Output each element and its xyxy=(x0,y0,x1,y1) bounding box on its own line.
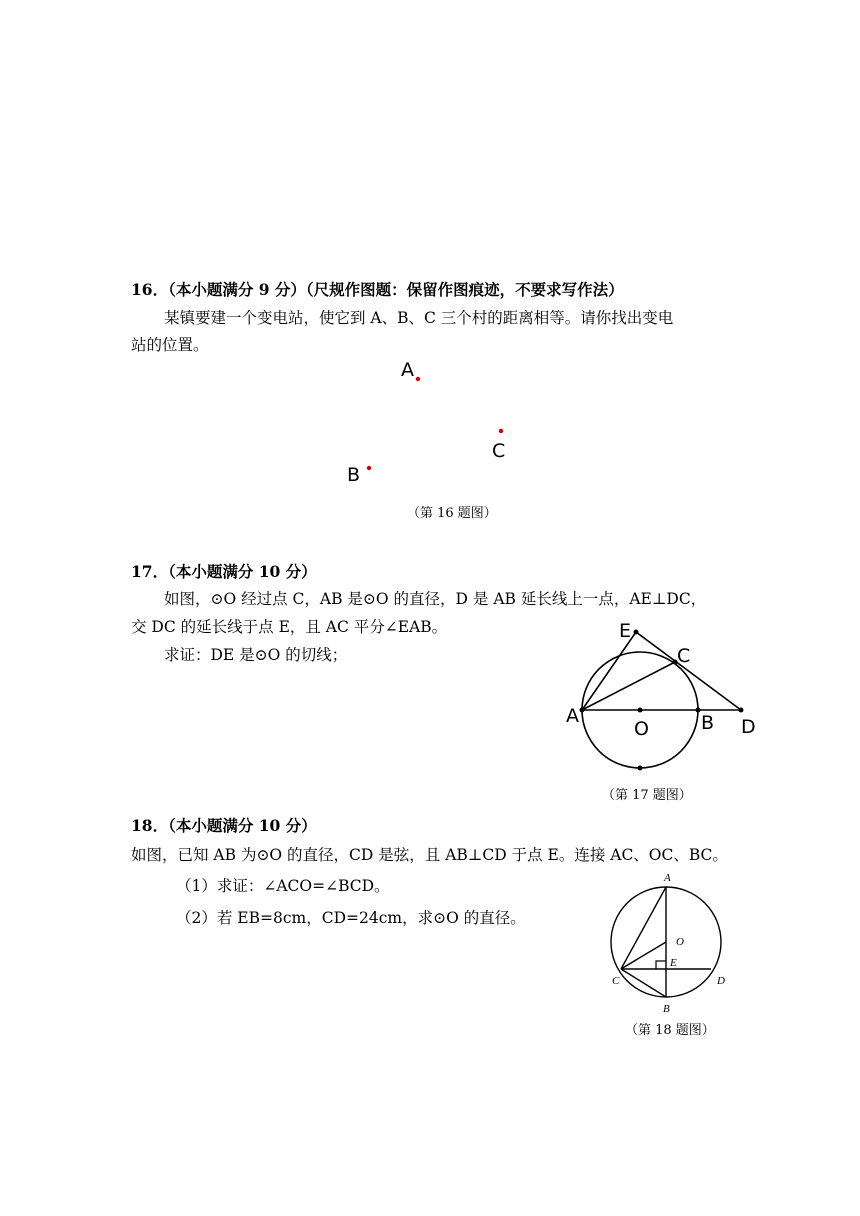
q18-right-angle-mark xyxy=(656,961,666,969)
q17-label-o: O xyxy=(634,718,649,740)
q16-label-b: B xyxy=(347,464,361,486)
q16-heading: 16．（本小题满分 9 分）（尺规作图题：保留作图痕迹，不要求写作法） xyxy=(131,280,624,299)
q16-label-a: A xyxy=(401,359,414,381)
q17-label-e: E xyxy=(619,620,632,642)
q17-label-b: B xyxy=(701,712,715,734)
q17-label-c: C xyxy=(677,645,691,667)
q18-part1: （1）求证：∠ACO=∠BCD。 xyxy=(176,877,390,895)
q17-heading: 17．（本小题满分 10 分） xyxy=(131,562,317,581)
q16-text-line2: 站的位置。 xyxy=(131,336,209,354)
q18-label-a: A xyxy=(664,872,671,884)
q17-text-line2: 交 DC 的延长线于点 E，且 AC 平分∠EAB。 xyxy=(131,618,448,636)
q17-caption: （第 17 题图） xyxy=(602,788,692,803)
q16-text-line1: 某镇要建一个变电站，使它到 A、B、C 三个村的距离相等。请你找出变电 xyxy=(164,309,674,327)
q18-label-c: C xyxy=(612,975,620,987)
q17-label-d: D xyxy=(741,716,756,738)
q17-text-line3: 求证：DE 是⊙O 的切线； xyxy=(164,646,348,664)
q17-text-line1: 如图，⊙O 经过点 C，AB 是⊙O 的直径，D 是 AB 延长线上一点，AE⊥DC， xyxy=(164,590,707,608)
q18-text-line1: 如图，已知 AB 为⊙O 的直径，CD 是弦，且 AB⊥CD 于点 E。连接 AC、OC、BC。 xyxy=(131,846,728,864)
q18-heading: 18．（本小题满分 10 分） xyxy=(131,816,317,835)
q18-label-d: D xyxy=(717,975,725,987)
q16-caption: （第 16 题图） xyxy=(407,506,497,521)
q18-label-b: B xyxy=(663,1003,670,1015)
q17-label-a: A xyxy=(566,705,579,727)
q18-label-e: E xyxy=(670,957,677,969)
q18-caption: （第 18 题图） xyxy=(625,1023,715,1038)
q16-label-c: C xyxy=(492,440,506,462)
q18-label-o: O xyxy=(676,936,684,948)
q18-part2: （2）若 EB=8cm，CD=24cm，求⊙O 的直径。 xyxy=(176,909,526,927)
q18-line-ac xyxy=(621,887,666,969)
